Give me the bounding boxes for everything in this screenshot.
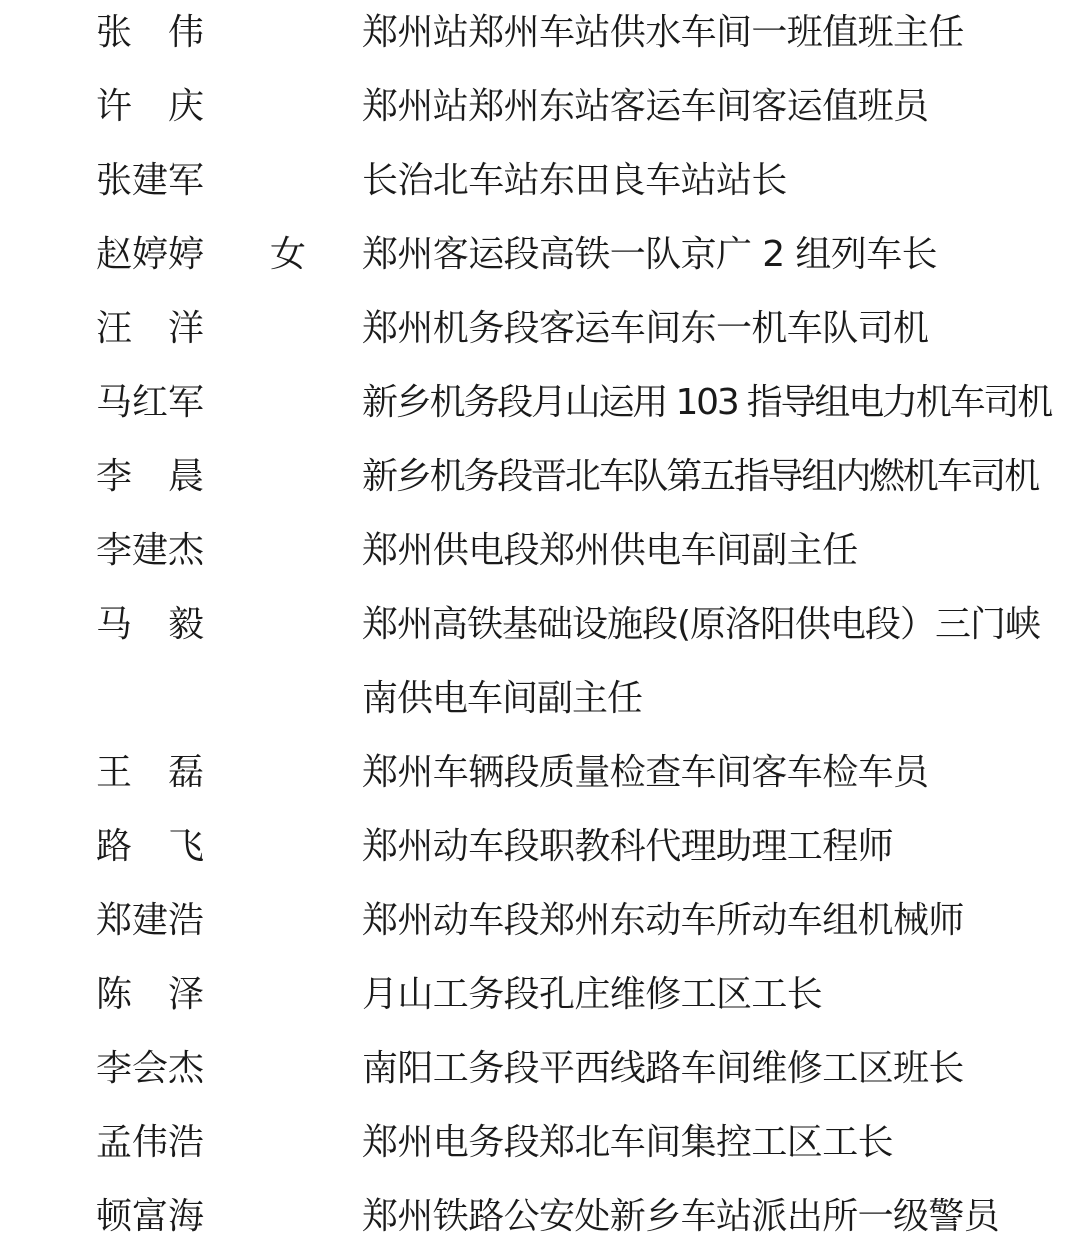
person-unit: 南阳工务段平西线路车间维修工区班长: [362, 1048, 964, 1089]
list-item: [0, 1032, 1080, 1106]
person-unit: 月山工务段孔庄维修工区工长: [362, 974, 823, 1015]
person-unit: 郑州高铁基础设施段(原洛阳供电段）三门峡南供电车间副主任: [362, 604, 1041, 719]
person-unit: 郑州动车段职教科代理助理工程师: [362, 826, 894, 867]
person-unit: 郑州客运段高铁一队京广 2 组列车长: [362, 234, 937, 275]
list-item: [0, 292, 1080, 366]
person-unit: 新乡机务段月山运用 103 指导组电力机车司机: [362, 382, 1051, 423]
list-item: [0, 0, 1080, 70]
list-item: [0, 1180, 1080, 1254]
list-item: [0, 1106, 1080, 1180]
person-name: 路 飞: [96, 826, 205, 867]
person-unit: 郑州车辆段质量检查车间客车检车员: [362, 752, 929, 793]
person-name: 汪 洋: [96, 308, 205, 349]
list-item: [0, 514, 1080, 588]
list-item: [0, 144, 1080, 218]
person-unit: 新乡机务段晋北车队第五指导组内燃机车司机: [362, 456, 1039, 497]
person-unit: 郑州站郑州车站供水车间一班值班主任: [362, 12, 964, 53]
person-name: 李 晨: [96, 456, 205, 497]
person-name: 李会杰: [96, 1048, 205, 1089]
list-item: [0, 810, 1080, 884]
person-unit: 郑州供电段郑州供电车间副主任: [362, 530, 858, 571]
person-unit: 郑州机务段客运车间东一机车队司机: [362, 308, 929, 349]
person-name: 陈 泽: [96, 974, 205, 1015]
person-name: 张 伟: [96, 12, 205, 53]
person-name: 顿富海: [96, 1196, 205, 1237]
list-item: [0, 70, 1080, 144]
list-item: [0, 218, 1080, 292]
person-unit: 长治北车站东田良车站站长: [362, 160, 787, 201]
person-name: 王 磊: [96, 752, 205, 793]
person-gender: 女: [270, 234, 307, 275]
person-unit: 郑州铁路公安处新乡车站派出所一级警员: [362, 1196, 1000, 1237]
list-item: [0, 958, 1080, 1032]
list-item: [0, 588, 1080, 736]
person-name: 马红军: [96, 382, 205, 423]
person-name: 李建杰: [96, 530, 205, 571]
person-unit: 郑州动车段郑州东动车所动车组机械师: [362, 900, 964, 941]
list-item: [0, 884, 1080, 958]
person-name: 许 庆: [96, 86, 205, 127]
person-name: 张建军: [96, 160, 205, 201]
person-name: 孟伟浩: [96, 1122, 205, 1163]
person-unit: 郑州站郑州东站客运车间客运值班员: [362, 86, 929, 127]
list-item: [0, 440, 1080, 514]
person-name: 赵婷婷: [96, 234, 205, 275]
list-item: [0, 736, 1080, 810]
list-item: [0, 366, 1080, 440]
person-name: 马 毅: [96, 604, 205, 645]
person-name: 郑建浩: [96, 900, 205, 941]
person-unit: 郑州电务段郑北车间集控工区工长: [362, 1122, 894, 1163]
